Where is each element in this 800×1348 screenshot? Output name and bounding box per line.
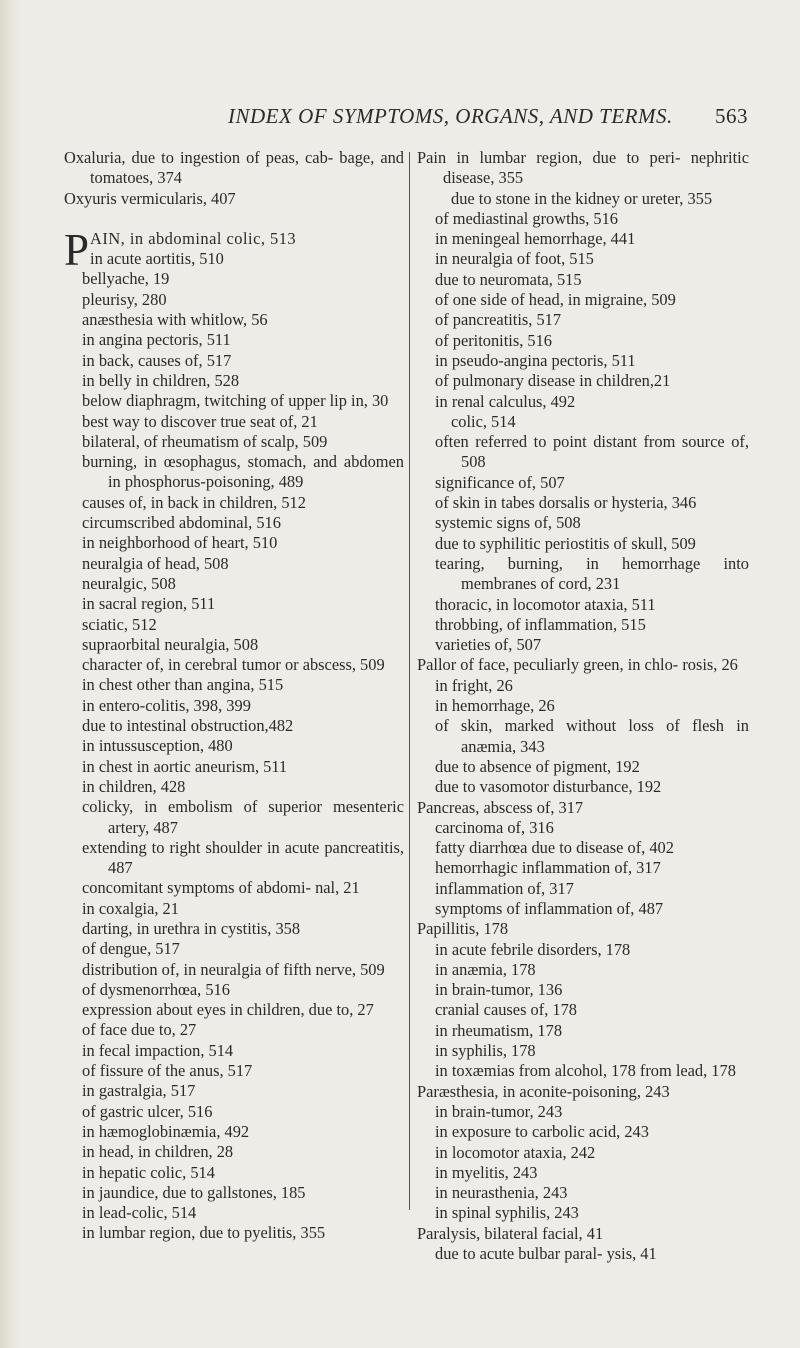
index-entry: due to stone in the kidney or ureter, 355 xyxy=(451,188,713,208)
index-entry: in chest other than angina, 515 xyxy=(82,675,284,695)
index-entry: of peritonitis, 516 xyxy=(435,330,552,350)
index-entry: in neuralgia of foot, 515 xyxy=(435,249,594,269)
index-entry: in renal calculus, 492 xyxy=(435,391,576,411)
left-entry-list xyxy=(64,269,404,1243)
index-entry: darting, in urethra in cystitis, 358 xyxy=(82,918,301,938)
index-entry: in myelitis, 243 xyxy=(435,1162,538,1182)
index-entry: in jaundice, due to gallstones, 185 xyxy=(82,1182,306,1202)
section-gap xyxy=(64,209,404,229)
index-entry: character of, in cerebral tumor or abscess, 509 xyxy=(82,655,385,675)
index-entry: supraorbital neuralgia, 508 xyxy=(82,634,259,654)
index-entry: in neurasthenia, 243 xyxy=(435,1183,568,1203)
index-entry: in angina pectoris, 511 xyxy=(82,330,231,350)
index-entry: fatty diarrhœa due to disease of, 402 xyxy=(435,838,674,858)
index-entry: cranial causes of, 178 xyxy=(435,1000,577,1020)
index-entry: of pancreatitis, 517 xyxy=(435,310,562,330)
page-edge-shadow xyxy=(0,0,22,1348)
index-entry: neuralgic, 508 xyxy=(82,573,176,593)
index-entry: of dengue, 517 xyxy=(82,939,180,959)
index-entry: Pallor of face, peculiarly green, in chlo- rosis, 26 xyxy=(417,655,738,675)
index-entry: of skin, marked without loss of flesh in anæmia, 343 xyxy=(435,716,749,756)
index-entry: due to absence of pigment, 192 xyxy=(435,756,640,776)
index-entry: colic, 514 xyxy=(451,411,516,431)
index-entry: Papillitis, 178 xyxy=(417,919,509,939)
index-entry: sciatic, 512 xyxy=(82,614,157,634)
index-entry: due to intestinal obstruction,482 xyxy=(82,716,294,736)
index-entry: in intussusception, 480 xyxy=(82,736,233,756)
index-entry: of face due to, 27 xyxy=(82,1020,197,1040)
index-entry: concomitant symptoms of abdomi- nal, 21 xyxy=(82,878,360,898)
index-entry: bilateral, of rheumatism of scalp, 509 xyxy=(82,431,328,451)
index-entry: of pulmonary disease in children,21 xyxy=(435,371,671,391)
index-entry: in sacral region, 511 xyxy=(82,594,216,614)
index-entry: varieties of, 507 xyxy=(435,635,542,655)
index-entry: in hemorrhage, 26 xyxy=(435,696,555,716)
index-entry: in pseudo-angina pectoris, 511 xyxy=(435,350,636,370)
index-entry: due to syphilitic periostitis of skull, 509 xyxy=(435,533,696,553)
index-entry: of gastric ulcer, 516 xyxy=(82,1101,213,1121)
index-entry: in locomotor ataxia, 242 xyxy=(435,1142,596,1162)
pain-first-subentry: in acute aortitis, 510 xyxy=(90,249,224,269)
running-header xyxy=(228,104,748,129)
index-entry: due to acute bulbar paral- ysis, 41 xyxy=(435,1244,657,1264)
index-entry: tearing, burning, in hemorrhage into membranes of cord, 231 xyxy=(435,553,749,594)
index-entry: in rheumatism, 178 xyxy=(435,1020,563,1040)
left-column xyxy=(64,148,404,1244)
index-entry: in neighborhood of heart, 510 xyxy=(82,533,278,553)
index-entry-oxaluria: Oxaluria, due to ingestion of peas, cab- bage, and tomatoes, 374 xyxy=(64,148,404,188)
index-entry: in hepatic colic, 514 xyxy=(82,1162,215,1182)
index-entry: Pain in lumbar region, due to peri- nephritic disease, 355 xyxy=(417,148,749,188)
index-entry: in entero-colitis, 398, 399 xyxy=(82,695,251,715)
index-entry: neuralgia of head, 508 xyxy=(82,553,229,573)
index-entry: in hæmoglobinæmia, 492 xyxy=(82,1121,250,1141)
index-entry: of mediastinal growths, 516 xyxy=(435,208,619,228)
index-entry: significance of, 507 xyxy=(435,472,565,492)
index-entry: Paralysis, bilateral facial, 41 xyxy=(417,1223,604,1243)
index-entry: hemorrhagic inflammation of, 317 xyxy=(435,858,661,878)
index-entry: distribution of, in neuralgia of fifth nerve, 509 xyxy=(82,959,385,979)
index-entry: carcinoma of, 316 xyxy=(435,817,554,837)
index-entry: due to neuromata, 515 xyxy=(435,269,582,289)
index-entry: of skin in tabes dorsalis or hysteria, 346 xyxy=(435,493,697,513)
index-entry: systemic signs of, 508 xyxy=(435,513,581,533)
index-entry: colicky, in embolism of superior mesenteric artery, 487 xyxy=(82,797,404,837)
index-entry: Paræsthesia, in aconite-poisoning, 243 xyxy=(417,1081,670,1101)
index-entry: in chest in aortic aneurism, 511 xyxy=(82,756,288,776)
index-entry: in back, causes of, 517 xyxy=(82,350,232,370)
dropcap-letter: P xyxy=(64,224,90,275)
pain-heading-text: AIN, in abdominal colic, 513 xyxy=(90,228,297,248)
index-entry: thoracic, in locomotor ataxia, 511 xyxy=(435,594,656,614)
index-entry: Pancreas, abscess of, 317 xyxy=(417,797,584,817)
index-entry: in meningeal hemorrhage, 441 xyxy=(435,229,636,249)
index-entry: causes of, in back in children, 512 xyxy=(82,492,306,512)
index-entry-pain xyxy=(64,224,404,275)
index-entry: of dysmenorrhœa, 516 xyxy=(82,979,230,999)
index-entry: in head, in children, 28 xyxy=(82,1142,234,1162)
index-entry: anæsthesia with whitlow, 56 xyxy=(82,310,268,330)
index-entry: bellyache, 19 xyxy=(82,269,170,289)
index-entry: inflammation of, 317 xyxy=(435,878,574,898)
header-title: INDEX OF SYMPTOMS, ORGANS, AND TERMS. xyxy=(228,104,673,128)
index-entry: in gastralgia, 517 xyxy=(82,1081,196,1101)
index-entry: due to vasomotor disturbance, 192 xyxy=(435,777,662,797)
index-entry: in spinal syphilis, 243 xyxy=(435,1203,579,1223)
index-entry: circumscribed abdominal, 516 xyxy=(82,513,281,533)
right-column xyxy=(417,148,749,1264)
index-entry: symptoms of inflammation of, 487 xyxy=(435,898,664,918)
index-entry: in anæmia, 178 xyxy=(435,959,536,979)
index-entry: in brain-tumor, 243 xyxy=(435,1101,563,1121)
index-entry: below diaphragm, twitching of upper lip in, 30 xyxy=(82,391,389,411)
index-entry: of one side of head, in migraine, 509 xyxy=(435,290,676,310)
index-entry: in syphilis, 178 xyxy=(435,1041,536,1061)
index-entry: of fissure of the anus, 517 xyxy=(82,1061,253,1081)
index-entry: in toxæmias from alcohol, 178 from lead, 178 xyxy=(435,1061,736,1081)
index-entry: extending to right shoulder in acute pancreatitis, 487 xyxy=(82,837,404,878)
index-entry-oxyuris: Oxyuris vermicularis, 407 xyxy=(64,188,236,208)
index-entry: expression about eyes in children, due to, 27 xyxy=(82,1000,374,1020)
index-entry: throbbing, of inflammation, 515 xyxy=(435,614,646,634)
index-entry: in belly in children, 528 xyxy=(82,370,240,390)
right-entry-list xyxy=(417,148,749,1264)
index-entry: in lead-colic, 514 xyxy=(82,1203,197,1223)
index-entry: often referred to point distant from source of, 508 xyxy=(435,432,749,472)
index-entry: in brain-tumor, 136 xyxy=(435,980,563,1000)
index-entry: in fecal impaction, 514 xyxy=(82,1040,234,1060)
page-number: 563 xyxy=(715,104,748,128)
index-entry: pleurisy, 280 xyxy=(82,289,167,309)
column-divider xyxy=(409,152,410,1210)
index-entry: in coxalgia, 21 xyxy=(82,898,179,918)
index-entry: best way to discover true seat of, 21 xyxy=(82,411,318,431)
index-entry: in children, 428 xyxy=(82,776,186,796)
index-entry: in lumbar region, due to pyelitis, 355 xyxy=(82,1223,326,1243)
index-entry: in exposure to carbolic acid, 243 xyxy=(435,1122,649,1142)
index-entry: burning, in œsophagus, stomach, and abdomen in phosphorus-poisoning, 489 xyxy=(82,452,404,492)
index-entry: in fright, 26 xyxy=(435,675,513,695)
index-entry: in acute febrile disorders, 178 xyxy=(435,939,631,959)
